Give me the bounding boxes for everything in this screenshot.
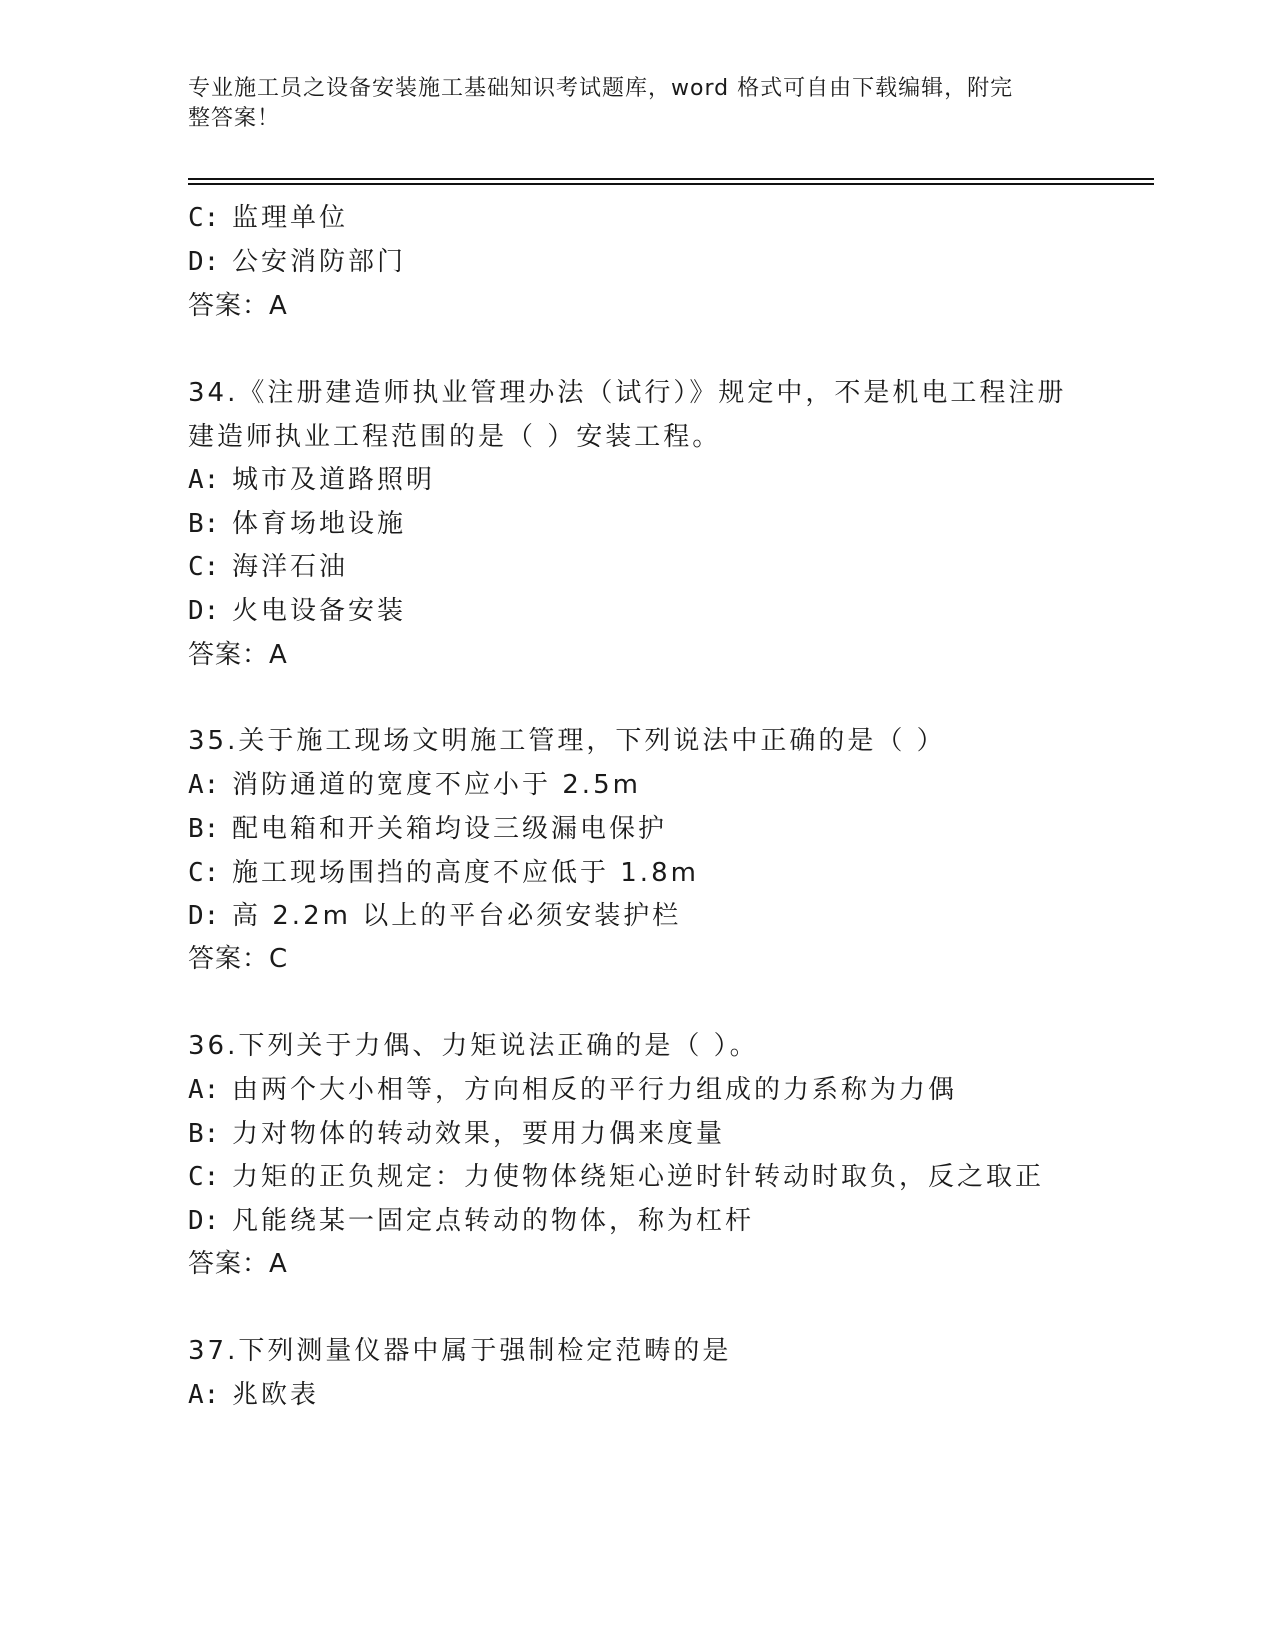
- option-c: [188, 856, 699, 890]
- option-text: 城市及道路照明: [232, 465, 436, 495]
- option-text: 高 2.2m 以上的平台必须安装护栏: [232, 901, 682, 931]
- option-label: D:: [188, 901, 220, 931]
- question-stem: 建造师执业工程范围的是（ ）安装工程。: [188, 422, 722, 452]
- option-text: 公安消防部门: [232, 247, 407, 277]
- header-intro-line-2: 整答案！: [188, 106, 281, 131]
- question-stem: 34.《注册建造师执业管理办法（试行）》规定中，不是机电工程注册: [188, 378, 1067, 408]
- option-d: [188, 245, 406, 279]
- option-label: C:: [188, 858, 220, 888]
- option-label: A:: [188, 770, 220, 800]
- option-text: 监理单位: [232, 203, 349, 233]
- option-label: D:: [188, 596, 220, 626]
- option-text: 体育场地设施: [232, 509, 407, 539]
- option-c: [188, 550, 348, 584]
- option-text: 兆欧表: [232, 1380, 320, 1410]
- option-a: [188, 768, 641, 802]
- option-a: [188, 1378, 319, 1412]
- option-b: [188, 1117, 725, 1151]
- option-text: 海洋石油: [232, 552, 349, 582]
- option-d: [188, 1204, 754, 1238]
- option-text: 力矩的正负规定：力使物体绕矩心逆时针转动时取负，反之取正: [232, 1162, 1045, 1192]
- header-intro-line-1: 专业施工员之设备安装施工基础知识考试题库，word 格式可自由下载编辑，附完: [188, 76, 1014, 101]
- option-label: A:: [188, 1075, 220, 1105]
- question-stem: 35.关于施工现场文明施工管理，下列说法中正确的是（ ）: [188, 726, 946, 756]
- option-b: [188, 812, 667, 846]
- option-text: 火电设备安装: [232, 596, 407, 626]
- option-text: 配电箱和开关箱均设三级漏电保护: [232, 814, 668, 844]
- option-d: [188, 899, 681, 933]
- option-text: 凡能绕某一固定点转动的物体，称为杠杆: [232, 1206, 755, 1236]
- option-c: [188, 201, 348, 235]
- option-text: 力对物体的转动效果，要用力偶来度量: [232, 1119, 726, 1149]
- option-text: 施工现场围挡的高度不应低于 1.8m: [232, 858, 699, 888]
- answer-line: 答案：A: [188, 1249, 288, 1279]
- option-label: B:: [188, 509, 220, 539]
- option-label: C:: [188, 203, 220, 233]
- option-label: D:: [188, 1206, 220, 1236]
- answer-line: 答案：A: [188, 640, 288, 670]
- answer-line: 答案：A: [188, 291, 288, 321]
- option-c: [188, 1160, 1044, 1194]
- document-header: [188, 74, 1088, 134]
- option-label: C:: [188, 552, 220, 582]
- option-d: [188, 594, 406, 628]
- option-label: A:: [188, 465, 220, 495]
- option-label: C:: [188, 1162, 220, 1192]
- question-stem: 37.下列测量仪器中属于强制检定范畴的是: [188, 1336, 732, 1366]
- option-b: [188, 507, 406, 541]
- option-label: B:: [188, 814, 220, 844]
- option-label: D:: [188, 247, 220, 277]
- option-a: [188, 463, 435, 497]
- option-a: [188, 1073, 957, 1107]
- answer-line: 答案：C: [188, 944, 289, 974]
- option-label: A:: [188, 1380, 220, 1410]
- question-stem: 36.下列关于力偶、力矩说法正确的是（ ）。: [188, 1031, 759, 1061]
- option-text: 消防通道的宽度不应小于 2.5m: [232, 770, 641, 800]
- option-label: B:: [188, 1119, 220, 1149]
- header-divider-top: [188, 178, 1154, 180]
- option-text: 由两个大小相等，方向相反的平行力组成的力系称为力偶: [232, 1075, 958, 1105]
- header-divider-bottom: [188, 183, 1154, 185]
